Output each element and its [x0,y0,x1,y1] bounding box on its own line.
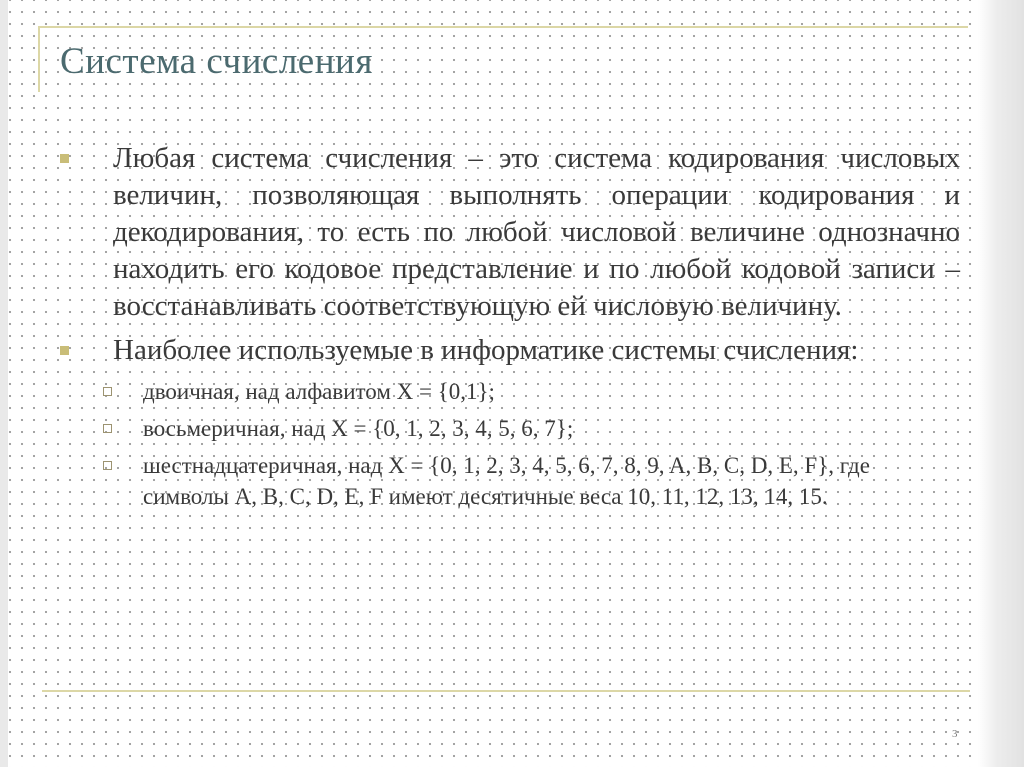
right-edge-bar [978,0,1024,767]
subitem-binary [60,376,960,407]
subitem-text: двоичная, над алфавитом X = {0,1}; [143,379,495,404]
subitem-octal [60,413,960,444]
hollow-square-bullet-icon [103,461,112,470]
subitem-text: восьмеричная, над X = {0, 1, 2, 3, 4, 5, 6, 7}; [143,416,574,441]
square-bullet-icon [60,346,69,355]
subitem-hexadecimal [60,450,960,512]
title-side-rule [38,26,40,92]
bullet-text: Любая система счисления – это система кодирования числовых величин, позволяющая выполнять операции кодирования и декодирования, то есть по любой числовой величине однозначно находить его кодовое представление и по любой кодовой записи – восстанавливать соответствующую ей числовую величину. [113,142,960,322]
title-top-rule [38,26,968,28]
bullet-text: Наиболее используемые в информатике системы счисления: [113,334,859,366]
slide-content [60,140,960,518]
square-bullet-icon [60,154,69,163]
left-edge-bar [0,0,8,767]
hollow-square-bullet-icon [103,424,112,433]
bottom-rule [42,690,970,692]
subitem-list [60,376,960,512]
hollow-square-bullet-icon [103,387,112,396]
subitem-text: шестнадцатеричная, над X = {0, 1, 2, 3, 4, 5, 6, 7, 8, 9, A, B, C, D, E, F}, где символы A, B, C, D, E, F имеют десятичные веса 10, 11, 12, 13, 14, 15. [143,453,870,509]
slide-title: Система счисления [60,41,373,82]
page-number: 3 [952,728,958,740]
bullet-definition [60,140,960,325]
bullet-common-systems [60,332,960,369]
